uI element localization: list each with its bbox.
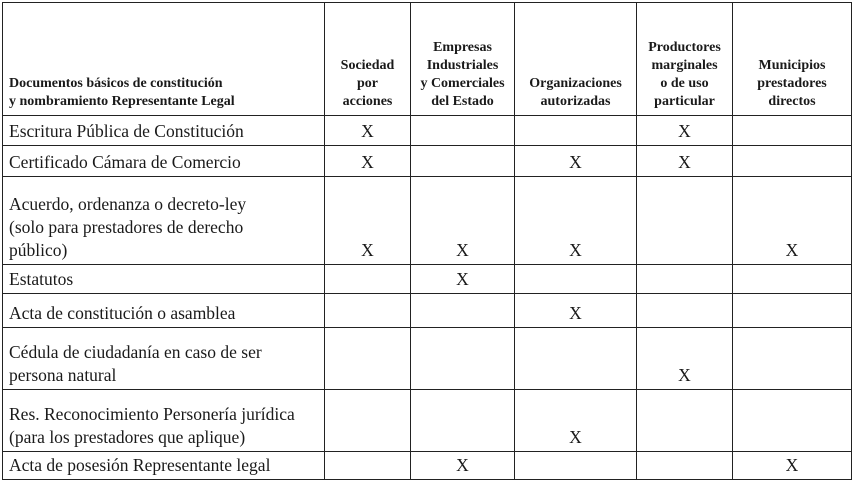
table-row xyxy=(3,328,852,390)
mark-cell: X xyxy=(411,265,515,294)
documents-table xyxy=(2,2,852,480)
mark-cell: X xyxy=(515,146,637,177)
table-row xyxy=(3,177,852,265)
mark-cell: X xyxy=(325,116,411,146)
row-label: Res. Reconocimiento Personería jurídica (para los prestadores que aplique) xyxy=(3,390,325,452)
row-label: Escritura Pública de Constitución xyxy=(3,116,325,146)
mark-cell xyxy=(515,328,637,390)
mark-cell xyxy=(733,146,852,177)
header-documents: Documentos básicos de constitución y nombramiento Representante Legal xyxy=(3,3,325,116)
mark-cell xyxy=(637,177,733,265)
mark-cell xyxy=(411,390,515,452)
mark-cell xyxy=(637,452,733,480)
mark-cell xyxy=(637,294,733,328)
row-label: Certificado Cámara de Comercio xyxy=(3,146,325,177)
mark-cell: X xyxy=(637,116,733,146)
mark-cell xyxy=(325,328,411,390)
mark-cell xyxy=(733,116,852,146)
mark-cell xyxy=(325,452,411,480)
mark-cell xyxy=(637,390,733,452)
mark-cell xyxy=(733,294,852,328)
mark-cell: X xyxy=(733,177,852,265)
mark-cell xyxy=(515,452,637,480)
mark-cell: X xyxy=(515,177,637,265)
mark-cell xyxy=(411,146,515,177)
mark-cell xyxy=(325,265,411,294)
header-sociedad-por-acciones: Sociedad por acciones xyxy=(325,3,411,116)
mark-cell: X xyxy=(515,294,637,328)
mark-cell: X xyxy=(733,452,852,480)
mark-cell: X xyxy=(637,328,733,390)
mark-cell xyxy=(637,265,733,294)
row-label: Acuerdo, ordenanza o decreto-ley (solo para prestadores de derecho público) xyxy=(3,177,325,265)
mark-cell xyxy=(733,265,852,294)
mark-cell: X xyxy=(637,146,733,177)
row-label: Acta de posesión Representante legal xyxy=(3,452,325,480)
mark-cell xyxy=(325,390,411,452)
row-label: Acta de constitución o asamblea xyxy=(3,294,325,328)
table-row xyxy=(3,146,852,177)
table-row xyxy=(3,265,852,294)
mark-cell xyxy=(325,294,411,328)
mark-cell xyxy=(411,328,515,390)
table-row xyxy=(3,116,852,146)
mark-cell: X xyxy=(411,177,515,265)
header-row xyxy=(3,3,852,116)
header-empresas-industriales: Empresas Industriales y Comerciales del Estado xyxy=(411,3,515,116)
table-row xyxy=(3,294,852,328)
header-municipios-prestadores: Municipios prestadores directos xyxy=(733,3,852,116)
row-label: Estatutos xyxy=(3,265,325,294)
mark-cell xyxy=(411,116,515,146)
table-row xyxy=(3,390,852,452)
mark-cell xyxy=(515,265,637,294)
mark-cell: X xyxy=(325,177,411,265)
row-label: Cédula de ciudadanía en caso de ser persona natural xyxy=(3,328,325,390)
header-productores-marginales: Productores marginales o de uso particular xyxy=(637,3,733,116)
mark-cell xyxy=(411,294,515,328)
mark-cell xyxy=(733,328,852,390)
mark-cell xyxy=(733,390,852,452)
table-row xyxy=(3,452,852,480)
mark-cell: X xyxy=(325,146,411,177)
header-organizaciones-autorizadas: Organizaciones autorizadas xyxy=(515,3,637,116)
mark-cell xyxy=(515,116,637,146)
mark-cell: X xyxy=(411,452,515,480)
mark-cell: X xyxy=(515,390,637,452)
